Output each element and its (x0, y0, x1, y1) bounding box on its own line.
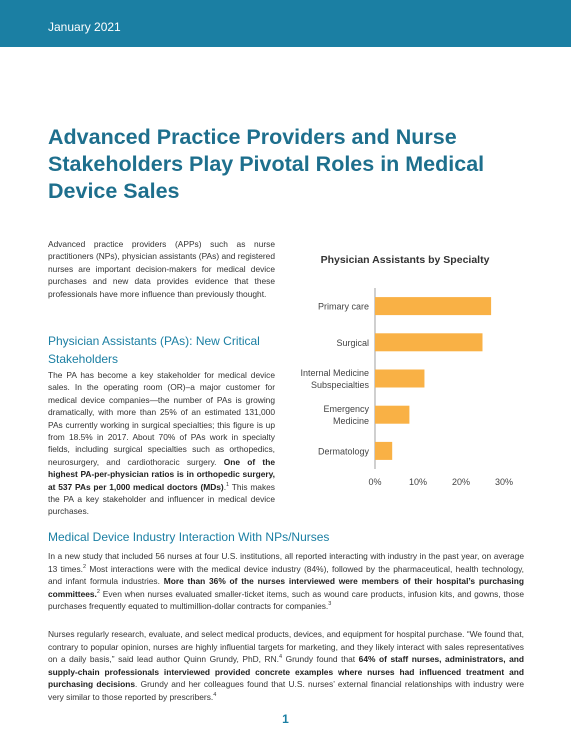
text-run: Most interactions were with the medical device industry (84%), followed by the pharmaceutical, health technology, and infant formula industries. (48, 563, 524, 587)
category-label: Internal Medicine Subspecialties (300, 368, 369, 390)
text-run: Even when nurses evaluated smaller-ticket items, such as wound care products, infusion kits, and gowns, those purchases frequently equated to multimillion-dollar contracts for companies. (48, 588, 524, 612)
bar-0 (375, 297, 491, 315)
pas-text-bold: One of the highest PA-per-physician ratios is in orthopedic surgery, at 537 PAs per 1,000 medical doctors (MDs) (48, 456, 275, 492)
x-tick-label: 0% (368, 477, 382, 487)
bar-4 (375, 442, 392, 460)
category-label: Primary care (317, 301, 369, 312)
specialty-bar-chart (285, 248, 525, 493)
chart-title: Physician Assistants by Specialty (320, 254, 490, 266)
section-heading-nurses: Medical Device Industry Interaction With NPs/Nurses (48, 530, 330, 544)
text-run: Grundy found that (282, 654, 359, 665)
footnote-ref: 2 (96, 588, 100, 595)
text-run: Nurses regularly research, evaluate, and select medical products, devices, and equipment for hospital purchase. “We found that, contrary to popular opinion, nurses are highly influential targets for marketing, and they likely interact with sales representatives on a daily basis,” said lead author Quinn Grundy, PhD, RN. (48, 629, 524, 665)
pas-paragraph: The PA has become a key stakeholder for medical device sales. In the operating room (OR)–a major customer for medical device companies—the number of PAs is growing dramatically, with more than 25% of an estimated 131,000 PAs currently working in surgical specialties; this figure is up from 18.5% in 2017. About 70% of PAs work in specialty fields, including surgical specialties such as orthopedics, neurosurgery, and cardiothoracic surgery. One of the highest PA-per-physician ratios is in orthopedic surgery, at 537 PAs per 1,000 medical doctors (MDs).$^1$ This makes the PA a key stakeholder and influencer in medical device purchases. (48, 370, 275, 517)
bar-2 (375, 370, 424, 388)
footnote-ref: 2 (82, 563, 87, 570)
text-run: In a new study that included 56 nurses at four U.S. institutions, all reported interacting with industry in the past year, on average 13 times. (48, 551, 524, 574)
footnote-ref: 1 (226, 481, 230, 488)
footnote-ref: 4 (278, 654, 283, 661)
footnote-ref: 3 (328, 601, 332, 608)
category-label: Emergency Medicine (323, 404, 369, 427)
intro-paragraph: Advanced practice providers (APPs) such as nurse practitioners (NPs), physician assistants (PAs) and registered nurses are important decision-makers for medical device purchases and new data provides evidence that these professionals have more influence than previously thought. (48, 239, 275, 299)
text-run: . Grundy and her colleagues found that U.S. nurses’ external financial relationships with industry were very similar to those reported by prescribers. (48, 679, 524, 702)
chart-svg (285, 248, 525, 493)
page-title: Advanced Practice Providers and Nurse Stakeholders Play Pivotal Roles in Medical Device Sales (48, 125, 485, 203)
x-tick-label: 30% (494, 477, 514, 487)
issue-date: January 2021 (48, 20, 121, 34)
bold-text-run: More than 36% of the nurses interviewed were members of their hospital’s purchasing committees. (48, 576, 524, 599)
bold-text-run: 64% of staff nurses, administrators, and supply-chain professionals interviewed provided concrete examples where nurses had influenced treatment and purchasing decisions (48, 654, 525, 690)
bar-1 (375, 333, 483, 351)
x-tick-label: 10% (408, 477, 428, 487)
x-tick-label: 20% (451, 477, 471, 487)
pas-text-a: The PA has become a key stakeholder for medical device sales. In the operating room (OR)–a major customer for medical device companies—the number of PAs is growing dramatically, with more than 25% of an estimated 131,000 PAs currently working in surgical specialties; this figure is up from 18.5% in 2017. About 70% of PAs work in specialty fields, including surgical specialties such as orthopedics, neurosurgery, and cardiothoracic surgery. (48, 370, 275, 467)
header-bar (0, 0, 571, 47)
bar-3 (375, 406, 409, 424)
section-heading-pas: Physician Assistants (PAs): New Critical Stakeholders (48, 334, 260, 366)
nurses-paragraph-2 (48, 628, 524, 704)
nurses-paragraph-1 (48, 550, 524, 613)
footnote-ref: 4 (213, 692, 217, 699)
pas-text-b: This makes the PA a key stakeholder and influencer in medical device purchases. (48, 481, 275, 517)
category-label: Surgical (336, 337, 369, 348)
page-number: 1 (282, 712, 289, 726)
category-label: Dermatology (317, 446, 369, 457)
